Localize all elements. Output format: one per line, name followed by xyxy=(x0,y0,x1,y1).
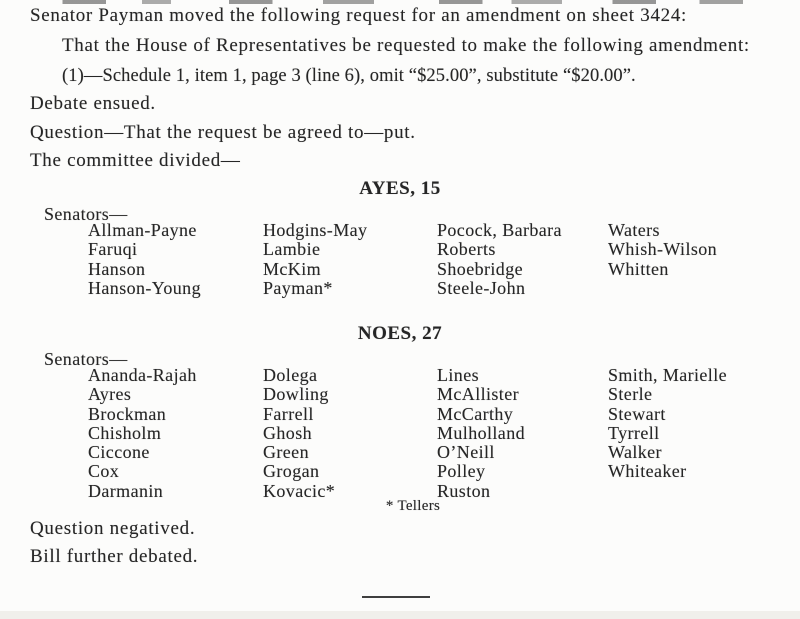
senator-name: Whiteaker xyxy=(608,461,687,482)
senator-name: Roberts xyxy=(437,239,496,260)
bill-further-debated-line: Bill further debated. xyxy=(30,546,199,567)
senator-name: Payman* xyxy=(263,277,333,298)
division-title-noes: NOES, 27 xyxy=(357,323,443,344)
senator-name: McKim xyxy=(263,258,321,279)
noes-column-3 xyxy=(437,366,525,501)
senator-name: Steele-John xyxy=(437,277,526,298)
question-negatived-line: Question negatived. xyxy=(30,518,196,539)
senator-name: Ghosh xyxy=(263,422,313,443)
division-title-ayes: AYES, 15 xyxy=(359,178,441,199)
amendment-detail-line: (1)—Schedule 1, item 1, page 3 (line 6), omit “$25.00”, substitute “$20.00”. xyxy=(62,66,636,86)
moved-request-line: Senator Payman moved the following request for an amendment on sheet 3424: xyxy=(30,5,688,26)
senators-label-ayes: Senators— xyxy=(44,204,128,224)
senator-name: Ananda-Rajah xyxy=(88,365,197,385)
senator-name: Sterle xyxy=(608,384,653,405)
senators-label-noes: Senators— xyxy=(44,349,128,369)
senator-name: Grogan xyxy=(263,461,320,482)
senator-name: Dolega xyxy=(263,365,318,385)
senator-name: Shoebridge xyxy=(437,258,523,279)
senator-name: Cox xyxy=(88,461,120,482)
senator-name: Whitten xyxy=(608,258,669,279)
tellers-note: * Tellers xyxy=(385,498,441,514)
senator-name: Darmanin xyxy=(88,480,164,501)
senator-name: Allman-Payne xyxy=(88,220,197,240)
senator-name: Waters xyxy=(608,220,660,240)
ayes-column-4 xyxy=(608,221,717,279)
clipped-text-remnant xyxy=(48,0,772,4)
senator-name: Hanson xyxy=(88,258,146,279)
bottom-edge-band xyxy=(0,611,800,619)
senator-name: Walker xyxy=(608,442,662,463)
division-ayes xyxy=(0,178,800,308)
division-noes xyxy=(0,323,800,513)
senator-name: Kovacic* xyxy=(263,480,336,501)
senator-name: Polley xyxy=(437,461,486,482)
debate-ensued-line: Debate ensued. xyxy=(30,93,156,114)
end-of-section-rule xyxy=(362,596,430,598)
senator-name: Brockman xyxy=(88,403,167,424)
requested-amendment-line: That the House of Representatives be requested to make the following amendment: xyxy=(62,35,750,56)
noes-column-2 xyxy=(263,366,335,501)
senator-name: Hodgins-May xyxy=(263,220,368,240)
senator-name: McAllister xyxy=(437,384,519,405)
senator-name: McCarthy xyxy=(437,403,514,424)
noes-column-1 xyxy=(88,366,197,501)
question-put-line: Question—That the request be agreed to—put. xyxy=(30,122,416,143)
senator-name: Lines xyxy=(437,365,479,385)
senator-name: Hanson-Young xyxy=(88,277,201,298)
senator-name: Ruston xyxy=(437,480,491,501)
senator-name: Green xyxy=(263,442,309,463)
senator-name: Dowling xyxy=(263,384,329,405)
senator-name: Farrell xyxy=(263,403,314,424)
noes-column-4 xyxy=(608,366,727,482)
senator-name: Whish-Wilson xyxy=(608,239,718,260)
ayes-column-2 xyxy=(263,221,367,298)
senator-name: Faruqi xyxy=(88,239,138,260)
senator-name: Stewart xyxy=(608,403,666,424)
senator-name: Lambie xyxy=(263,239,321,260)
senator-name: Tyrrell xyxy=(608,422,660,443)
senator-name: Ayres xyxy=(88,384,132,405)
ayes-column-3 xyxy=(437,221,562,298)
committee-divided-line: The committee divided— xyxy=(30,150,241,171)
senator-name: O’Neill xyxy=(437,442,495,463)
senator-name: Chisholm xyxy=(88,422,162,443)
senator-name: Ciccone xyxy=(88,442,150,463)
senator-name: Mulholland xyxy=(437,422,525,443)
senator-name: Pocock, Barbara xyxy=(437,220,562,240)
ayes-column-1 xyxy=(88,221,201,298)
senator-name: Smith, Marielle xyxy=(608,365,727,385)
